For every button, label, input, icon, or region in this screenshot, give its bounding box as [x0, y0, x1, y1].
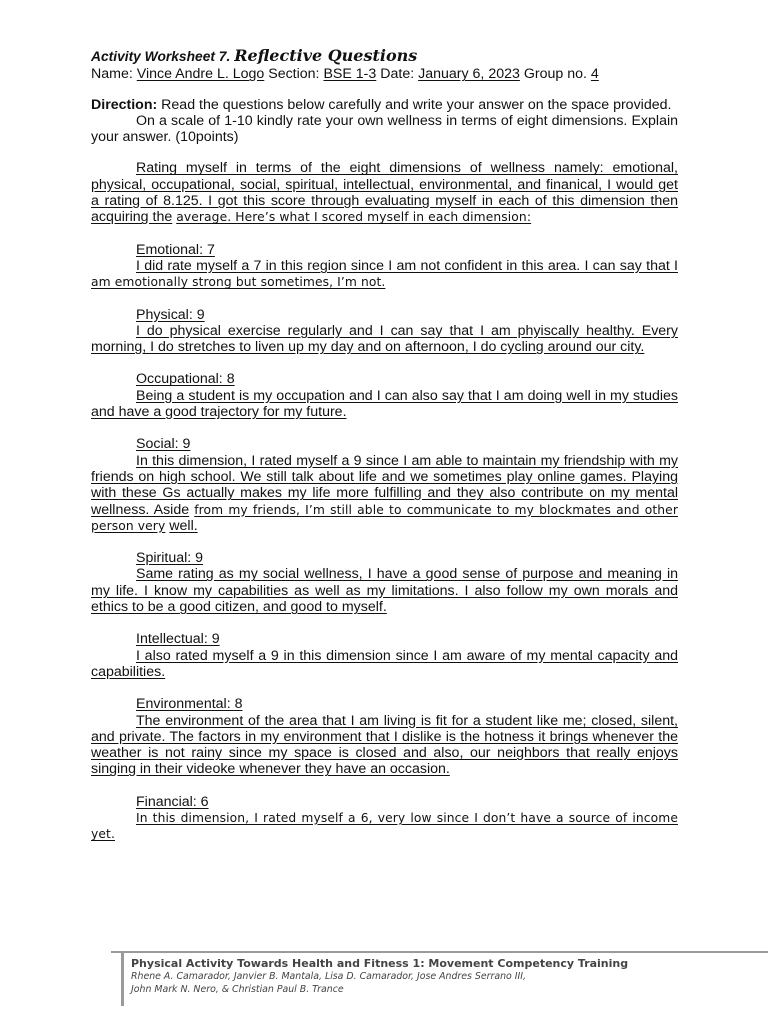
dimension-heading: Physical: 9 — [136, 306, 205, 323]
worksheet-page — [91, 48, 678, 843]
dimension-answer-1: Being a student is my occupation and I can also say that I am doing well in my studies and have a good trajectory for my future. — [91, 387, 678, 421]
direction — [91, 97, 678, 113]
question-text: On a scale of 1-10 kindly rate your own wellness in terms of eight dimensions. Explain your answer. (10points) — [91, 112, 678, 146]
section-label: Section: — [268, 66, 320, 83]
dimension-answer — [91, 453, 678, 534]
dimension-heading: Occupational: 8 — [136, 371, 235, 388]
dimension-section — [91, 436, 678, 534]
footer-authors-line-2: John Mark N. Nero, & Christian Paul B. Trance — [131, 984, 344, 995]
intro-text-continued: average. Here’s what I scored myself in each dimension: — [176, 210, 532, 225]
dimension-section — [91, 696, 678, 777]
dimension-heading: Financial: 6 — [136, 793, 209, 810]
dimension-section — [91, 371, 678, 420]
dimension-answer-1: Same rating as my social wellness, I have a good sense of purpose and meaning in my life. I know my capabilities as well as my limitations. I also follow my own morals and ethics to be a good citizen, and good to myself. — [91, 566, 678, 616]
footer-text — [131, 957, 628, 996]
dimension-answer-1: In this dimension, I rated myself a 9 since I am able to maintain my friendship with my friends on high school. We still talk about life and we sometimes play online games. Playing with these Gs actually makes my life more fulfilling and they also contribute on my mental wellness. Aside — [91, 452, 678, 518]
dimension-answer — [91, 566, 678, 615]
date-label: Date: — [380, 66, 415, 83]
dimension-answer — [91, 323, 678, 356]
direction-label: Direction: — [91, 96, 158, 113]
dimension-answer-2: am emotionally strong but sometimes, I’m not. — [91, 275, 386, 290]
group-label: Group no. — [523, 66, 587, 83]
footer-authors-line-1: Rhene A. Camarador, Janvier B. Mantala, Lisa D. Camarador, Jose Andres Serrano III, — [131, 971, 527, 982]
dimension-heading: Intellectual: 9 — [136, 631, 220, 648]
section-value: BSE 1-3 — [323, 66, 377, 83]
date-value: January 6, 2023 — [418, 66, 520, 83]
dimension-heading: Spiritual: 9 — [136, 550, 204, 567]
group-value: 4 — [590, 66, 599, 83]
dimension-list — [91, 242, 678, 843]
direction-text: Read the questions below carefully and write your answer on the space provided. — [161, 96, 672, 113]
dimension-answer-1: The environment of the area that I am living is fit for a student like me; closed, silent, and private. The factors in my environment that I dislike is the hotness it brings whenever the weather is not rainy since my space is closed and also, our neighbors that really enjoys singing in their videoke whenever they have an occasion. — [91, 712, 678, 778]
dimension-answer-1: I also rated myself a 9 in this dimension since I am aware of my mental capacity and capabilities. — [91, 647, 678, 680]
dimension-answer — [91, 648, 678, 681]
dimension-section — [91, 631, 678, 680]
dimension-answer — [91, 713, 678, 778]
dimension-answer-2: from my friends, I’m still able to communicate to my blockmates and other person very — [91, 502, 678, 533]
worksheet-title — [91, 48, 678, 65]
dimension-answer — [91, 810, 678, 843]
dimension-section — [91, 242, 678, 291]
dimension-answer-1: I do physical exercise regularly and I can say that I am phyiscally healthy. Every morning, I do stretches to liven up my day and on afternoon, I do cycling around our city. — [91, 322, 678, 356]
student-info-line — [91, 66, 678, 82]
dimension-answer — [91, 258, 678, 291]
dimension-section — [91, 794, 678, 843]
dimension-heading: Emotional: 7 — [136, 241, 215, 258]
footer-side-bar — [121, 951, 124, 1006]
dimension-answer-3: well. — [169, 517, 198, 534]
footer-course-title: Physical Activity Towards Health and Fitness 1: Movement Competency Training — [131, 957, 629, 970]
name-label: Name: — [91, 66, 133, 83]
intro-text: Rating myself in terms of the eight dimensions of wellness namely: emotional, physical, occupational, social, spiritual, intellectual, environmental, and finanical, I would get a rating of 8.125. I got this score through evaluating myself in each of this dimension then acquiring the — [91, 160, 678, 226]
dimension-answer-1: I did rate myself a 7 in this region since I am not confident in this area. I can say that I — [136, 257, 678, 274]
name-value: Vince Andre L. Logo — [136, 66, 265, 83]
dimension-section — [91, 550, 678, 615]
dimension-heading: Environmental: 8 — [136, 696, 243, 713]
activity-label: Activity Worksheet 7. — [91, 49, 231, 64]
dimension-answer-2: In this dimension, I rated myself a 6, very low since I don’t have a source of income yet. — [91, 810, 678, 842]
intro-answer — [91, 160, 678, 225]
footer-divider — [111, 951, 768, 953]
dimension-heading: Social: 9 — [136, 436, 191, 453]
dimension-answer — [91, 388, 678, 421]
activity-title: Reflective Questions — [234, 46, 418, 65]
dimension-section — [91, 307, 678, 356]
page-footer — [111, 951, 768, 1006]
